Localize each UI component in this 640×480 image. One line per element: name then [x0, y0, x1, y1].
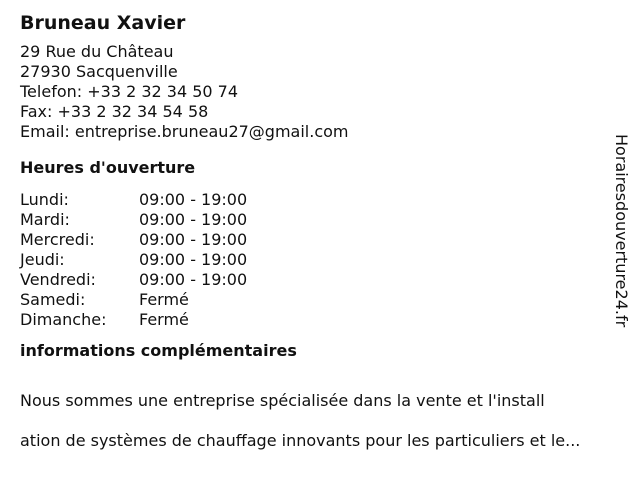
business-name: Bruneau Xavier [20, 12, 186, 34]
opening-hours-title: Heures d'ouverture [20, 158, 196, 177]
hours-row-wednesday [20, 230, 630, 250]
time-value: 09:00 - 19:00 [139, 270, 248, 289]
day-label: Mardi: [20, 210, 70, 229]
day-label: Vendredi: [20, 270, 96, 289]
time-value: Fermé [139, 310, 189, 329]
day-label: Mercredi: [20, 230, 95, 249]
hours-row-saturday [20, 290, 630, 310]
hours-row-tuesday [20, 210, 630, 230]
hours-row-thursday [20, 250, 630, 270]
address-street: 29 Rue du Château [20, 42, 174, 61]
hours-row-sunday [20, 310, 630, 330]
day-label: Samedi: [20, 290, 86, 309]
email-address: Email: entreprise.bruneau27@gmail.com [20, 122, 349, 141]
hours-row-monday [20, 190, 630, 210]
day-label: Lundi: [20, 190, 69, 209]
time-value: 09:00 - 19:00 [139, 230, 248, 249]
time-value: 09:00 - 19:00 [139, 190, 248, 209]
phone-number: Telefon: +33 2 32 34 50 74 [20, 82, 239, 101]
fax-number: Fax: +33 2 32 34 54 58 [20, 102, 209, 121]
additional-info-line: Nous sommes une entreprise spécialisée dans la vente et l'install [20, 391, 545, 410]
additional-info-line: ation de systèmes de chauffage innovants pour les particuliers et le... [20, 431, 581, 450]
day-label: Dimanche: [20, 310, 107, 329]
additional-info-title: informations complémentaires [20, 341, 297, 360]
time-value: 09:00 - 19:00 [139, 210, 248, 229]
time-value: 09:00 - 19:00 [139, 250, 248, 269]
additional-info-text [20, 371, 630, 471]
day-label: Jeudi: [20, 250, 65, 269]
business-card [20, 10, 630, 471]
address-city: 27930 Sacquenville [20, 62, 178, 81]
hours-row-friday [20, 270, 630, 290]
time-value: Fermé [139, 290, 189, 309]
watermark-text: Horairesdouverture24.fr [612, 134, 631, 328]
opening-hours-table [20, 190, 630, 330]
watermark [612, 134, 632, 348]
